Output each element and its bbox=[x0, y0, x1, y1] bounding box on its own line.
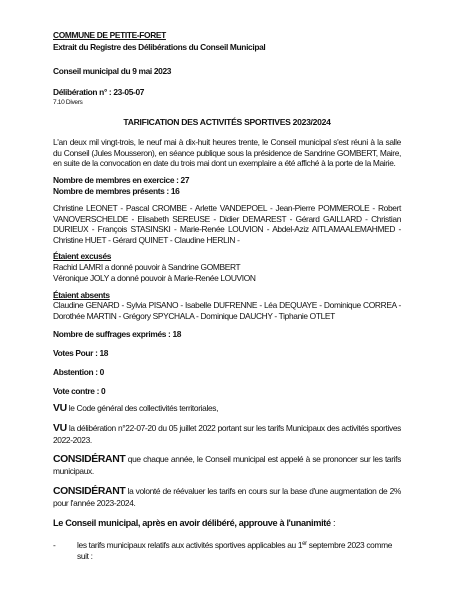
votes-for: Votes Pour : 18 bbox=[53, 348, 109, 358]
vu-code-text: le Code général des collectivités territoriales, bbox=[66, 403, 219, 413]
approval-lead: Le Conseil municipal, après en avoir délibéré, approuve à l'unanimité bbox=[53, 518, 331, 528]
document-title: TARIFICATION DES ACTIVITÉS SPORTIVES 2023/2024 bbox=[123, 117, 331, 127]
suffrages-expressed: Nombre de suffrages exprimés : 18 bbox=[53, 329, 182, 339]
vu-code-paragraph bbox=[53, 403, 401, 415]
excused-proxy-2: Véronique JOLY a donné pouvoir à Marie-Renée LOUVION bbox=[53, 273, 256, 283]
considerant-paragraph-2 bbox=[53, 486, 401, 508]
considerant-lead: CONSIDÉRANT bbox=[53, 454, 126, 465]
approval-statement bbox=[53, 518, 335, 529]
votes-against: Vote contre : 0 bbox=[53, 386, 106, 396]
considerant-lead: CONSIDÉRANT bbox=[53, 486, 126, 497]
deliberation-number: Délibération n° : 23-05-07 bbox=[53, 87, 145, 97]
bullet-text-before: les tarifs municipaux relatifs aux activités sportives applicables au 1 bbox=[77, 540, 303, 550]
considerant-text-1: que chaque année, le Conseil municipal est appelé à se prononcer sur les tarifs municipaux. bbox=[53, 454, 401, 476]
intro-paragraph: L'an deux mil vingt-trois, le neuf mai à dix-huit heures trente, le Conseil municipal s'est réuni à la salle du Conseil (Jules Mousseron), en séance publique sous la présidence de Sandrine GOMBERT, Maire, en suite de la convocation en date du trois mai dont un exemplaire a été affiché à la porte de la Mairie. bbox=[53, 137, 401, 169]
vu-deliberation-paragraph bbox=[53, 423, 401, 445]
considerant-text-2: la volonté de réévaluer les tarifs en cours sur la base d'une augmentation de 2% pour l'année 2023-2024. bbox=[53, 486, 401, 508]
votes-abstention: Abstention : 0 bbox=[53, 367, 104, 377]
members-present: Nombre de membres présents : 16 bbox=[53, 186, 180, 196]
excused-proxy-1: Rachid LAMRI a donné pouvoir à Sandrine GOMBERT bbox=[53, 262, 241, 272]
present-members-list: Christine LEONET - Pascal CROMBE - Arlette VANDEPOEL - Jean-Pierre POMMEROLE - Robert VANOVERSCHELDE - Elisabeth SEREUSE - Didier DEMAREST - Gérard GAILLARD - Christian DURIEUX - François STASINSKI - Marie-Renée LOUVION - Abdel-Aziz AITLAMAALEMAHMED - Christine HUET - Gérard QUINET - Claudine HERLIN - bbox=[53, 203, 401, 246]
approval-tail: : bbox=[330, 518, 336, 528]
deliberation-category: 7.10 Divers bbox=[53, 99, 83, 106]
absent-members-list: Claudine GENARD - Sylvia PISANO - Isabelle DUFRENNE - Léa DEQUAYE - Dominique CORREA - Dorothée MARTIN - Grégory SPYCHALA - Dominique DAUCHY - Tiphanie OTLET bbox=[53, 300, 401, 321]
meeting-title: Conseil municipal du 9 mai 2023 bbox=[53, 66, 172, 76]
members-in-office: Nombre de membres en exercice : 27 bbox=[53, 175, 190, 185]
register-extract-title: Extrait du Registre des Délibérations du Conseil Municipal bbox=[53, 42, 266, 52]
tariff-bullet bbox=[53, 540, 401, 561]
bullet-superscript: er bbox=[302, 541, 307, 547]
vu-lead: VU bbox=[53, 423, 67, 434]
excused-heading: Étaient excusés bbox=[53, 251, 112, 261]
vu-lead: VU bbox=[53, 403, 67, 414]
bullet-text-after: septembre 2023 comme suit : bbox=[77, 540, 393, 561]
vu-deliberation-text: la délibération n°22-07-20 du 05 juillet 2022 portant sur les tarifs Municipaux des activités sportives 2022-2023. bbox=[53, 423, 401, 445]
commune-name: COMMUNE DE PETITE-FORET bbox=[53, 30, 166, 40]
absent-heading: Étaient absents bbox=[53, 290, 110, 300]
considerant-paragraph-1 bbox=[53, 454, 401, 476]
bullet-dash: - bbox=[53, 540, 56, 550]
